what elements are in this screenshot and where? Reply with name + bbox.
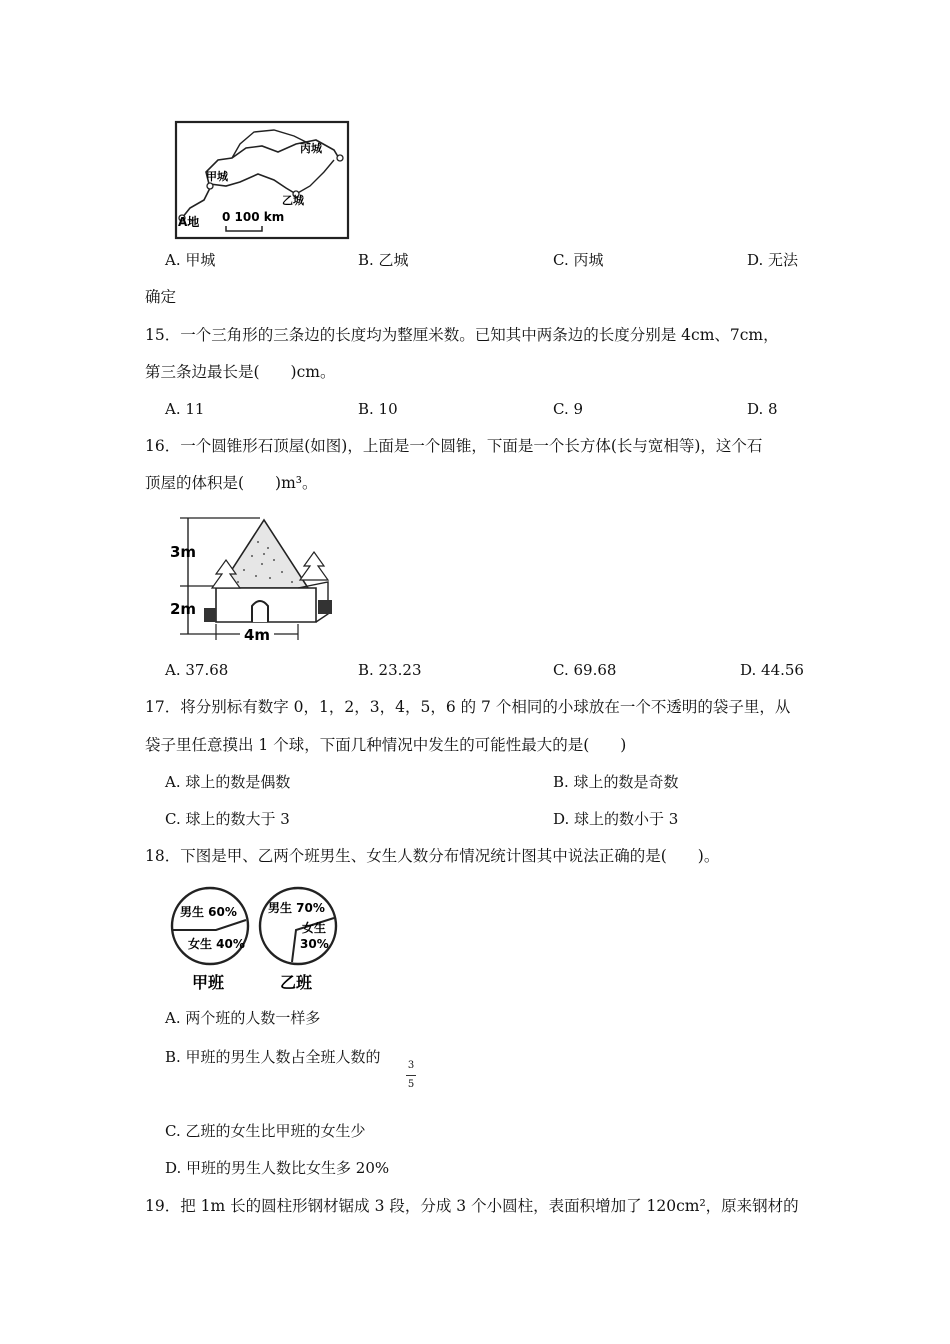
q17-text-line1: 17．将分别标有数字 0，1，2，3，4，5，6 的 7 个相同的小球放在一个不透明的袋子里，从 <box>145 698 791 716</box>
q15-text-line1: 15．一个三角形的三条边的长度均为整厘米数。已知其中两条边的长度分别是 4cm、7cm， <box>145 326 779 344</box>
q15-text-line2: 第三条边最长是( )cm。 <box>145 363 336 381</box>
map-label-jia: 甲城 <box>206 170 228 183</box>
q16-text-line2: 顶屋的体积是( )m³。 <box>145 474 318 492</box>
pie-yi-label-male: 男生 70% <box>268 901 325 915</box>
q15-option-d: D. 8 <box>747 400 778 418</box>
fraction-three-fifths <box>405 1060 417 1091</box>
q18-text-line1: 18．下图是甲、乙两个班男生、女生人数分布情况统计图其中说法正确的是( )。 <box>145 847 720 865</box>
q16-option-d: D. 44.56 <box>740 661 804 679</box>
q15-option-b: B. 10 <box>358 400 398 418</box>
q16-text-line1: 16．一个圆锥形石顶屋(如图)，上面是一个圆锥，下面是一个长方体(长与宽相等)，这个石 <box>145 437 763 455</box>
q17-option-c: C. 球上的数大于 3 <box>165 810 290 828</box>
q14-option-a: A. 甲城 <box>165 251 216 269</box>
fig-height-box: 2m <box>170 600 197 618</box>
map-label-yi: 乙城 <box>282 194 304 207</box>
q18-option-d: D. 甲班的男生人数比女生多 20% <box>165 1159 390 1177</box>
q14-option-d-wrap: 确定 <box>145 288 177 306</box>
q17-option-d: D. 球上的数小于 3 <box>553 810 679 828</box>
pie-yi-title: 乙班 <box>280 973 313 992</box>
pie-yi-label-female: 女生 <box>302 921 327 935</box>
map-scale-bar <box>226 226 262 231</box>
pie-jia-label-male: 男生 60% <box>180 905 237 919</box>
q19-text-line1: 19．把 1m 长的圆柱形钢材锯成 3 段，分成 3 个小圆柱，表面积增加了 120cm²，原来钢材的 <box>145 1197 799 1215</box>
stone-house-figure <box>168 512 346 644</box>
q15-option-c: C. 9 <box>553 400 584 418</box>
map-figure <box>170 100 355 240</box>
map-label-bing: 丙城 <box>300 142 322 155</box>
q16-option-a: A. 37.68 <box>165 661 229 679</box>
q15-option-a: A. 11 <box>165 400 205 418</box>
fraction-numerator: 3 <box>407 1060 415 1071</box>
pie-charts-figure <box>168 884 368 996</box>
q17-text-line2: 袋子里任意摸出 1 个球，下面几种情况中发生的可能性最大的是( ) <box>145 736 627 754</box>
q14-option-b: B. 乙城 <box>358 251 409 269</box>
fraction-denominator: 5 <box>407 1079 415 1090</box>
fig-height-cone: 3m <box>170 543 197 561</box>
fig-width: 4m <box>244 626 271 644</box>
q17-option-b: B. 球上的数是奇数 <box>553 773 679 791</box>
pie-jia-title: 甲班 <box>192 973 225 992</box>
q16-option-b: B. 23.23 <box>358 661 422 679</box>
q18-option-c: C. 乙班的女生比甲班的女生少 <box>165 1122 366 1140</box>
q17-option-a: A. 球上的数是偶数 <box>165 773 291 791</box>
pie-jia-label-female: 女生 40% <box>188 937 245 951</box>
pie-jia-outline <box>172 888 248 964</box>
q18-option-b: B. 甲班的男生人数占全班人数的 <box>165 1048 381 1066</box>
q14-option-c: C. 丙城 <box>553 251 604 269</box>
map-label-a: A地 <box>178 215 200 229</box>
q16-option-c: C. 69.68 <box>553 661 617 679</box>
map-scale-label: 0 100 km <box>222 210 285 224</box>
q18-option-a: A. 两个班的人数一样多 <box>165 1009 321 1027</box>
q14-option-d: D. 无法 <box>747 251 799 269</box>
pie-yi-label-female-value: 30% <box>300 937 329 951</box>
